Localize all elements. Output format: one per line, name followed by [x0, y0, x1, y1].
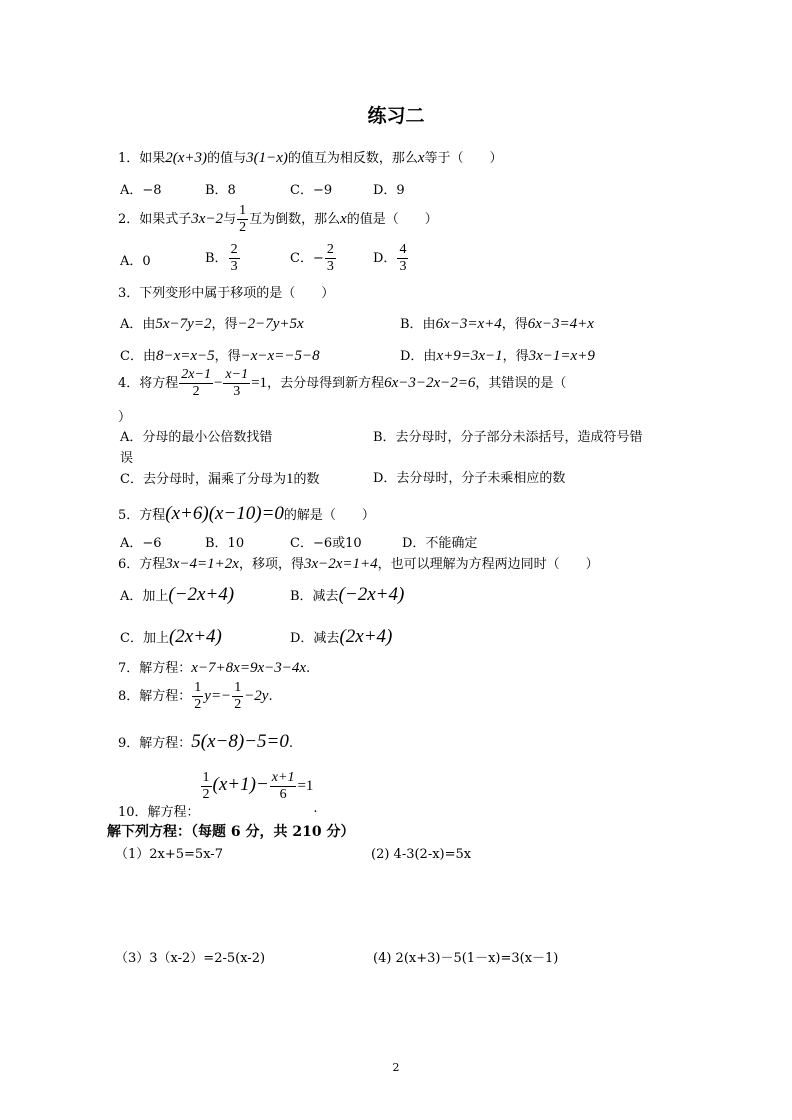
q4-expr-1: 6x−3−2x−2=6	[384, 375, 476, 392]
q1-text-1: 的值与	[207, 151, 247, 166]
q10-fraction-2-den: 6	[279, 787, 287, 803]
q3-option-b-pre: B．由	[400, 317, 436, 332]
q2-option-c-den: 3	[326, 259, 334, 275]
page-number: 2	[392, 1061, 400, 1074]
q3-option-c-expr-1: 8−x=x−5	[155, 348, 215, 364]
q6-expr-1: 3x−4=1+2x	[165, 556, 239, 572]
q3-option-d	[400, 349, 595, 364]
q8-fraction-2	[232, 680, 243, 713]
q9-number: 9．解方程：	[118, 736, 192, 751]
q3-option-c-pre: C．由	[120, 349, 156, 364]
q10-end: .	[313, 801, 318, 817]
q2-text-2: 互为倒数，那么	[249, 212, 341, 228]
q1-number: 1．如果	[118, 151, 166, 166]
q8-number: 8．解方程：	[118, 689, 192, 705]
q10-expr-2: =1	[297, 778, 314, 795]
q2-expr-2: x	[340, 211, 347, 228]
q1-expr-3: x	[417, 150, 425, 166]
q10-fraction-1	[201, 770, 212, 803]
question-4	[118, 367, 566, 400]
q6-option-b-expr: (−2x+4)	[338, 584, 405, 605]
q10-number: 10．解方程：	[118, 805, 200, 821]
q7-expr: x−7+8x=9x−3−4x	[191, 660, 307, 676]
q3-option-c-mid: ，得	[214, 349, 241, 364]
q2-option-b-fraction	[229, 242, 240, 275]
q6-option-a-pre: A．加上	[120, 589, 169, 604]
q2-option-d-num: 4	[397, 242, 408, 259]
q3-option-a	[120, 317, 304, 332]
q6-option-b-pre: B．减去	[290, 589, 339, 604]
q9-expr: 5(x−8)−5=0	[191, 731, 289, 752]
q5-text-1: 的解是（ ）	[283, 508, 375, 523]
q5-expr-1: (x+6)(x−10)=0	[165, 503, 284, 524]
q2-option-c-fraction	[325, 242, 336, 275]
q4-text-1: ，去分母得到新方程	[267, 376, 385, 392]
q6-number: 6．方程	[118, 557, 166, 572]
q5-option-c-pre: C．−6	[290, 536, 333, 551]
q5-option-c	[290, 537, 362, 550]
q4-option-c-post: 的数	[293, 472, 320, 487]
q6-option-c-pre: C．加上	[120, 631, 169, 646]
q8-expr-1: y=−	[204, 688, 232, 705]
q3-option-a-expr-1: 5x−7y=2	[155, 316, 212, 332]
q6-option-c-expr: (2x+4)	[168, 626, 222, 647]
q3-option-d-expr-2: 3x−1=x+9	[528, 348, 595, 364]
q9-end: .	[288, 736, 293, 751]
q1-expr-2: 3(1−x)	[246, 150, 288, 166]
q2-option-b-label: B．	[205, 251, 228, 267]
q8-fraction-2-den: 2	[234, 697, 242, 713]
q2-option-c-num: 2	[325, 242, 336, 259]
q4-option-d: D．去分母时，分子未乘相应的数	[373, 471, 566, 486]
q2-option-c	[290, 242, 337, 275]
question-5	[118, 504, 375, 523]
q3-option-d-expr-1: x+9=3x−1	[436, 348, 503, 364]
q5-option-d: D．不能确定	[402, 536, 478, 551]
q1-text-3: 等于（ ）	[424, 151, 503, 166]
q4-text-2: ，其错误的是（	[475, 376, 567, 392]
q2-option-c-label: C．−	[290, 251, 324, 267]
q3-option-c-expr-2: −x−x=−5−8	[240, 348, 320, 364]
question-7	[118, 661, 310, 676]
section-heading: 解下列方程：（每题 6 分，共 210 分）	[107, 824, 355, 840]
q6-option-a-expr: (−2x+4)	[168, 584, 235, 605]
q4-option-b-wrap: 误	[120, 451, 134, 466]
q10-fraction-2-num: x+1	[270, 770, 297, 787]
problem-4: (4) 2(x+3)－5(1－x)=3(x－1)	[373, 951, 559, 966]
question-8	[118, 680, 273, 713]
q4-option-b: B．去分母时，分子部分未添括号，造成符号错	[373, 430, 643, 445]
q8-expr-2: −2y	[244, 688, 269, 705]
q2-option-d-label: D．	[373, 251, 397, 267]
q4-fraction-2-den: 3	[233, 384, 241, 400]
q4-equals-one: =1	[251, 375, 268, 392]
q3-option-b-expr-1: 6x−3=x+4	[435, 316, 502, 332]
q3-option-b-expr-2: 6x−3=4+x	[527, 316, 594, 332]
q10-fraction-2	[270, 770, 297, 803]
q2-number: 2．如果式子	[118, 212, 192, 228]
q3-option-d-pre: D．由	[400, 349, 437, 364]
q3-option-d-mid: ，得	[502, 349, 529, 364]
question-6	[118, 557, 599, 572]
q2-expr-1: 3x−2	[191, 211, 224, 228]
q3-option-a-mid: ，得	[211, 317, 238, 332]
q6-text-2: ，也可以理解为方程两边同时（ ）	[377, 557, 599, 572]
q4-option-c	[120, 472, 319, 487]
q3-option-b-mid: ，得	[501, 317, 528, 332]
q6-option-a	[120, 585, 234, 604]
q3-option-a-pre: A．由	[120, 317, 156, 332]
q6-text-1: ，移项，得	[238, 557, 304, 572]
question-3: 3．下列变形中属于移项的是（ ）	[118, 286, 335, 301]
q10-fraction-1-num: 1	[201, 770, 212, 787]
q1-option-a: A．−8	[120, 183, 162, 198]
q7-number: 7．解方程：	[118, 661, 192, 676]
q5-option-c-mid: 或	[332, 536, 346, 551]
q6-option-d-expr: (2x+4)	[339, 626, 393, 647]
q8-fraction-1	[192, 680, 203, 713]
question-2	[118, 203, 438, 236]
q6-option-d	[290, 627, 392, 646]
q2-text-3: 的值是（ ）	[346, 212, 438, 228]
q4-fraction-1-num: 2x−1	[179, 367, 213, 384]
q2-fraction-den: 2	[239, 220, 247, 236]
q2-fraction-num: 1	[237, 203, 248, 220]
q4-option-c-num: 1	[285, 471, 294, 487]
q5-option-c-post: 10	[345, 536, 362, 551]
problem-1: （1）2x+5=5x-7	[115, 847, 223, 862]
q8-fraction-1-den: 2	[194, 697, 202, 713]
q10-fraction-1-den: 2	[202, 787, 210, 803]
q3-option-a-expr-2: −2−7y+5x	[237, 316, 304, 332]
q2-option-d	[373, 242, 409, 275]
q1-option-d: D．9	[373, 183, 405, 198]
q1-text-2: 的值互为相反数，那么	[287, 151, 418, 166]
q8-end: .	[268, 689, 273, 705]
q3-option-b	[400, 317, 594, 332]
q1-option-b: B．8	[205, 183, 236, 198]
q5-option-b: B．10	[205, 536, 245, 551]
problem-3: （3）3（x-2）=2-5(x-2)	[115, 951, 266, 966]
q2-fraction	[237, 203, 248, 236]
q1-expr-1: 2(x+3)	[165, 150, 208, 166]
q2-option-a: A．0	[120, 254, 151, 269]
q4-option-c-pre: C．去分母时，漏乘了分母为	[120, 472, 286, 487]
q6-expr-2: 3x−2x=1+4	[303, 556, 378, 572]
q2-option-d-den: 3	[399, 259, 407, 275]
q4-fraction-1-den: 2	[192, 384, 200, 400]
q8-fraction-1-num: 1	[192, 680, 203, 697]
q4-closing-paren: ）	[118, 410, 132, 425]
q4-fraction-1	[179, 367, 213, 400]
q4-option-a: A．分母的最小公倍数找错	[120, 430, 273, 445]
q3-option-c	[120, 349, 320, 364]
q2-option-d-fraction	[397, 242, 408, 275]
q8-fraction-2-num: 1	[232, 680, 243, 697]
question-1	[118, 151, 503, 166]
q6-option-c	[120, 627, 222, 646]
q4-fraction-2	[223, 367, 250, 400]
page-title: 练习二	[367, 105, 425, 127]
q4-minus: −	[213, 375, 223, 392]
q2-option-b-num: 2	[229, 242, 240, 259]
q2-option-b-den: 3	[230, 259, 238, 275]
q10-expr-1: (x+1)−	[212, 774, 269, 796]
q6-option-b	[290, 585, 404, 604]
question-9	[118, 732, 293, 751]
q2-text-1: 与	[223, 212, 237, 228]
question-10	[118, 770, 318, 819]
q4-fraction-2-num: x−1	[223, 367, 250, 384]
q1-option-c: C．−9	[290, 183, 333, 198]
q4-number: 4．将方程	[118, 376, 179, 392]
q2-option-b	[205, 242, 241, 275]
problem-2: (2) 4-3(2-x)=5x	[371, 847, 472, 862]
q6-option-d-pre: D．减去	[290, 631, 340, 646]
q5-number: 5．方程	[118, 508, 166, 523]
q7-end: .	[306, 661, 311, 676]
q5-option-a: A．−6	[120, 536, 162, 551]
